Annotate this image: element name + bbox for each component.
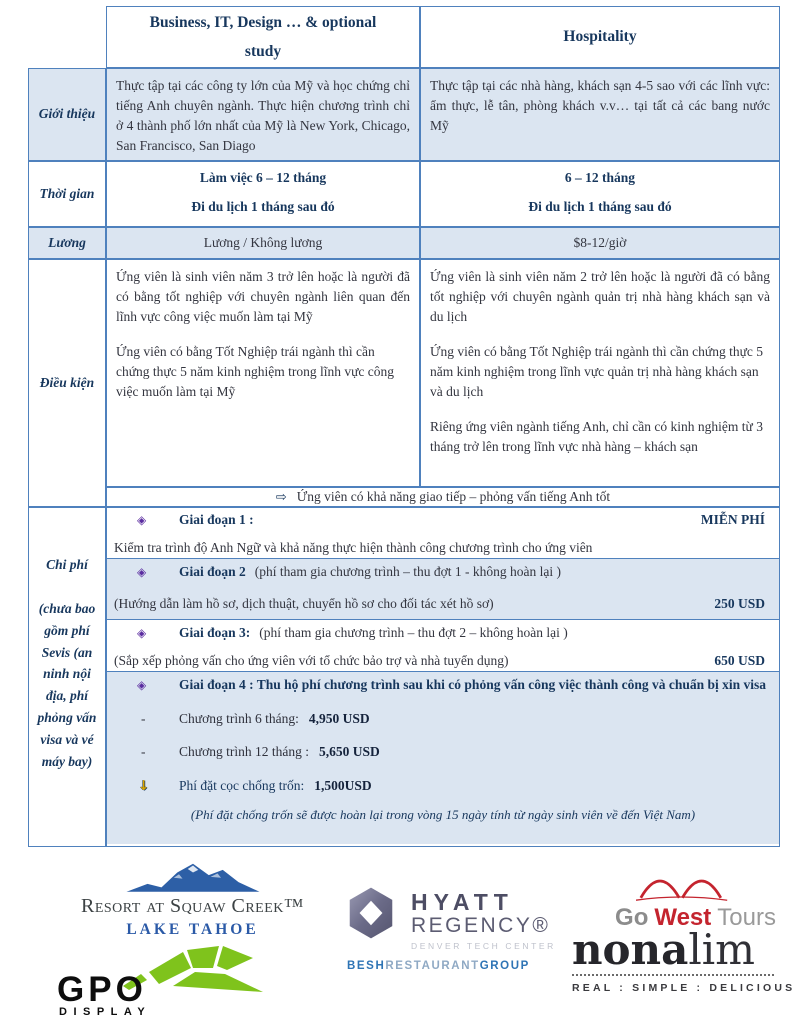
stage3-subtitle: (phí tham gia chương trình – thu đợt 2 – không hoàn lại ): [259, 625, 568, 640]
mountain-icon: [123, 858, 263, 894]
go-west-tours-logo: [598, 866, 793, 930]
diamond-bullet-icon: ◈: [137, 513, 147, 527]
gowest-part2: West: [654, 904, 712, 931]
besh-part3: GROUP: [479, 960, 530, 972]
row-label-luong: Lương: [28, 227, 106, 259]
nonalim-logo: [572, 925, 796, 994]
hyatt-regency-label: REGENCY®: [411, 914, 551, 938]
program-12-month-price: 5,650 USD: [318, 744, 380, 760]
fee-stage-3: [107, 620, 779, 672]
english-skill-note-text: Ứng viên có khả năng giao tiếp – phỏng vấn tiếng Anh tốt: [296, 489, 611, 504]
stage2-subtitle: (phí tham gia chương trình – thu đợt 1 - không hoàn lại ): [254, 564, 561, 579]
fee-stage-2: [107, 559, 779, 620]
deposit-row: [107, 777, 779, 795]
stage2-description: (Hướng dẫn làm hồ sơ, dịch thuật, chuyển hồ sơ cho đối tác xét hồ sơ): [114, 596, 494, 612]
besh-restaurant-group-logo: [347, 960, 530, 972]
stage1-price: MIỄN PHÍ: [700, 512, 765, 527]
nonalim-part2: lim: [688, 925, 756, 974]
dieu-kien-hospitality-p1: Ứng viên là sinh viên năm 2 trở lên hoặc là người đã có bằng tốt nghiệp với chuyên ngành quản trị nhà hàng khách sạn và du lịch: [430, 269, 770, 324]
diamond-bullet-icon: ◈: [137, 626, 147, 640]
stage2-title: Giai đoạn 2: [179, 564, 246, 579]
program-6-month-label: Chương trình 6 tháng:: [179, 711, 299, 727]
besh-part1: BESH: [347, 960, 386, 972]
lake-tahoe-label: LAKE TAHOE: [126, 921, 259, 938]
dash-bullet: -: [141, 744, 146, 760]
english-skill-note: [106, 487, 780, 507]
hyatt-location-label: DENVER TECH CENTER: [411, 941, 556, 952]
stage3-title: Giai đoạn 3:: [179, 625, 251, 640]
hyatt-hexagon-icon: [345, 886, 397, 940]
stage4-title: Giai đoạn 4 : Thu hộ phí chương trình sau khi có phỏng vấn công việc thành công và chuẩn bị xin visa: [179, 677, 766, 692]
program-6-month-row: [107, 710, 779, 728]
thoi-gian-hospitality-line2: Đi du lịch 1 tháng sau đó: [528, 199, 672, 214]
dieu-kien-hospitality-cell: [420, 259, 780, 487]
gpo-name: GPO: [57, 970, 147, 1009]
chi-phi-label-line1: Chi phí: [46, 557, 88, 572]
thoi-gian-hospitality-line1: 6 – 12 tháng: [564, 170, 636, 185]
row-label-dieu-kien: Điều kiện: [28, 259, 106, 507]
gowest-part1: Go: [615, 904, 649, 931]
column-header-business: Business, IT, Design … & optional study: [106, 6, 420, 68]
refund-note: (Phí đặt chống trốn sẽ được hoàn lại trong vòng 15 ngày tính từ ngày sinh viên về đến Việt Nam): [190, 806, 696, 822]
row-label-chi-phi: [28, 507, 106, 847]
program-12-month-label: Chương trình 12 tháng :: [179, 744, 309, 760]
right-arrow-icon: ⇨: [275, 489, 287, 505]
nonalim-tagline: REAL : SIMPLE : DELICIOUS: [572, 981, 796, 994]
gpo-display-label: DISPLAY: [59, 1006, 152, 1018]
stage1-description: Kiểm tra trình độ Anh Ngữ và khả năng thực hiện thành công chương trình cho ứng viên: [114, 540, 593, 556]
thoi-gian-business-cell: [106, 161, 420, 227]
dieu-kien-business-p2: Ứng viên có bằng Tốt Nghiệp trái ngành thì cần chứng thực 5 năm kinh nghiệm trong lĩnh vực công việc muốn làm tại Mỹ: [116, 343, 395, 399]
luong-hospitality-cell: $8-12/giờ: [420, 227, 780, 259]
gpo-display-logo: [55, 946, 270, 1018]
dash-bullet: -: [141, 711, 146, 727]
column-header-hospitality: Hospitality: [420, 6, 780, 68]
gowest-part3: Tours: [717, 904, 776, 931]
dieu-kien-hospitality-p2: Ứng viên có bằng Tốt Nghiệp trái ngành thì cần chứng thực 5 năm kinh nghiệm trong lĩnh vực quản trị nhà hàng khách sạn và du lịch: [430, 343, 764, 399]
row-label-gioi-thieu: Giới thiệu: [28, 68, 106, 161]
stage3-price: 650 USD: [714, 653, 765, 669]
luong-business-cell: Lương / Không lương: [106, 227, 420, 259]
chi-phi-label-line2: (chưa bao gồm phí Sevis (an ninh nội địa, phí phỏng vấn visa và vé máy bay): [37, 600, 97, 769]
diamond-bullet-icon: ◈: [137, 678, 147, 692]
dieu-kien-business-p1: Ứng viên là sinh viên năm 3 trở lên hoặc là người đã có bằng tốt nghiệp với chuyên ngành liên quan đến lĩnh vực công việc muốn làm tại Mỹ: [116, 269, 410, 324]
fee-stage-1: [107, 508, 779, 559]
gioi-thieu-hospitality-cell: Thực tập tại các nhà hàng, khách sạn 4-5 sao với các lĩnh vực: ẩm thực, lễ tân, phòng khách v.v… tại tất cả các bang nước Mỹ: [420, 68, 780, 161]
deposit-price: 1,500USD: [314, 777, 372, 793]
thoi-gian-business-line1: Làm việc 6 – 12 tháng: [199, 170, 327, 185]
stage3-description: (Sắp xếp phỏng vấn cho ứng viên với tổ chức bảo trợ và nhà tuyển dụng): [114, 653, 509, 669]
dotted-divider: [572, 974, 774, 976]
program-6-month-price: 4,950 USD: [308, 711, 370, 727]
stage2-price: 250 USD: [714, 596, 765, 612]
row-label-thoi-gian: Thời gian: [28, 161, 106, 227]
squaw-creek-name: Resort at Squaw Creek™: [81, 895, 304, 917]
dieu-kien-business-cell: [106, 259, 420, 487]
down-arrow-icon: ↓: [138, 777, 150, 794]
hyatt-name: HYATT: [411, 889, 514, 915]
besh-part2: RESTAURANT: [385, 960, 480, 972]
diamond-bullet-icon: ◈: [137, 565, 147, 579]
thoi-gian-business-line2: Đi du lịch 1 tháng sau đó: [191, 199, 335, 214]
thoi-gian-hospitality-cell: [420, 161, 780, 227]
bridge-icon: [636, 866, 732, 904]
hyatt-regency-logo: [345, 886, 556, 951]
table-corner-cell: [28, 6, 106, 68]
program-12-month-row: [107, 743, 779, 761]
program-comparison-table: [28, 6, 780, 847]
stage1-title: Giai đoạn 1 :: [179, 512, 254, 527]
fees-cell: [106, 507, 780, 847]
nonalim-part1: nona: [572, 925, 689, 974]
fee-stage-4: [107, 672, 779, 844]
squaw-creek-logo: [50, 858, 335, 939]
deposit-label: Phí đặt cọc chống trốn:: [179, 777, 305, 793]
dieu-kien-hospitality-p3: Riêng ứng viên ngành tiếng Anh, chỉ cần có kinh nghiệm từ 3 tháng trở lên trong lĩnh vực nhà hàng – khách sạn: [430, 418, 763, 454]
gioi-thieu-business-cell: Thực tập tại các công ty lớn của Mỹ và học chứng chỉ tiếng Anh chuyên ngành. Thực hiện chương trình chỉ ở 4 thành phố lớn nhất của Mỹ là New York, Chicago, San Francisco, San Diago: [106, 68, 420, 161]
